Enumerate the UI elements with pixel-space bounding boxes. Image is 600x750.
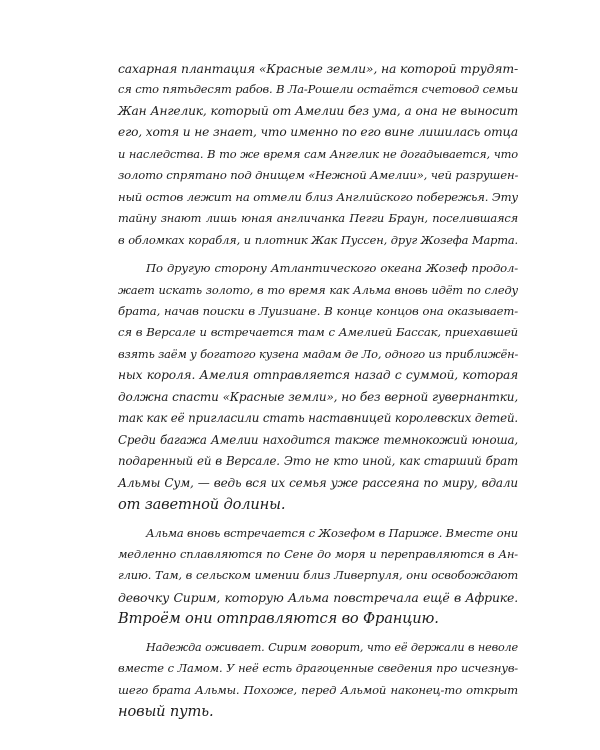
text-line: ных короля. Амелия отправляется назад с суммой, которая	[118, 368, 518, 383]
paragraph-gap	[118, 516, 518, 523]
body-text	[118, 58, 518, 723]
text-line: ся сто пятьдесят рабов. В Ла-Рошели остаётся счетовод семьи	[118, 82, 518, 97]
text-line: брата, начав поиски в Луизиане. В конце концов она оказывает-	[118, 303, 518, 318]
paragraph-gap	[118, 251, 518, 258]
text-line: Среди багажа Амелии находится также темнокожий юноша,	[118, 432, 518, 447]
text-line: новый путь.	[118, 703, 214, 721]
paragraph-2	[118, 258, 518, 515]
text-line: и наследства. В то же время сам Ангелик не догадывается, что	[118, 146, 518, 161]
text-line: девочку Сирим, которую Альма повстречала ещё в Африке.	[118, 589, 518, 605]
text-line: тайну знают лишь юная англичанка Пегги Браун, поселившаяся	[118, 211, 518, 226]
text-line: Альма вновь встречается с Жозефом в Париже. Вместе они	[146, 525, 518, 540]
text-line: золото спрятано под днищем «Нежной Амелии», чей разрушен-	[118, 168, 519, 183]
text-line: медленно сплавляются по Сене до моря и переправляются в Ан-	[118, 546, 518, 561]
paragraph-3	[118, 523, 518, 630]
paragraph-1	[118, 58, 518, 251]
text-line: По другую сторону Атлантического океана Жозеф продол-	[146, 261, 518, 276]
text-line: глию. Там, в сельском имении близ Ливерпуля, они освобождают	[118, 568, 518, 583]
text-line: Надежда оживает. Сирим говорит, что её держали в неволе	[146, 640, 518, 654]
text-line: взять заём у богатого кузена мадам де Ло, одного из приближён-	[118, 346, 519, 361]
text-line: ся в Версале и встречается там с Амелией Бассак, приехавшей	[118, 325, 518, 340]
paragraph-4	[118, 637, 518, 723]
text-line: Альмы Сум, — ведь вся их семья уже рассеяна по миру, вдали	[118, 475, 518, 490]
text-line: шего брата Альмы. Похоже, перед Альмой наконец-то открыт	[118, 682, 518, 697]
text-line: Втроём они отправляются во Францию.	[118, 610, 439, 628]
text-line: подаренный ей в Версале. Это не кто иной, как старший брат	[118, 454, 518, 469]
text-line: так как её пригласили стать наставницей королевских детей.	[118, 411, 518, 426]
text-line: должна спасти «Красные земли», но без верной гувернантки,	[118, 389, 518, 404]
text-line: жает искать золото, в то время как Альма вновь идёт по следу	[118, 282, 518, 297]
text-line: сахарная плантация «Красные земли», на которой трудят-	[118, 61, 518, 76]
text-line: от заветной долины.	[118, 496, 286, 514]
text-line: вместе с Ламом. У неё есть драгоценные сведения про исчезнув-	[118, 661, 518, 676]
paragraph-gap	[118, 630, 518, 637]
text-line: ный остов лежит на отмели близ Английского побережья. Эту	[118, 189, 518, 204]
text-line: Жан Ангелик, который от Амелии без ума, а она не выносит	[118, 103, 518, 118]
text-line: в обломках корабля, и плотник Жак Пуссен, друг Жозефа Марта.	[118, 232, 518, 247]
text-line: его, хотя и не знает, что именно по его вине лишилась отца	[118, 125, 518, 140]
